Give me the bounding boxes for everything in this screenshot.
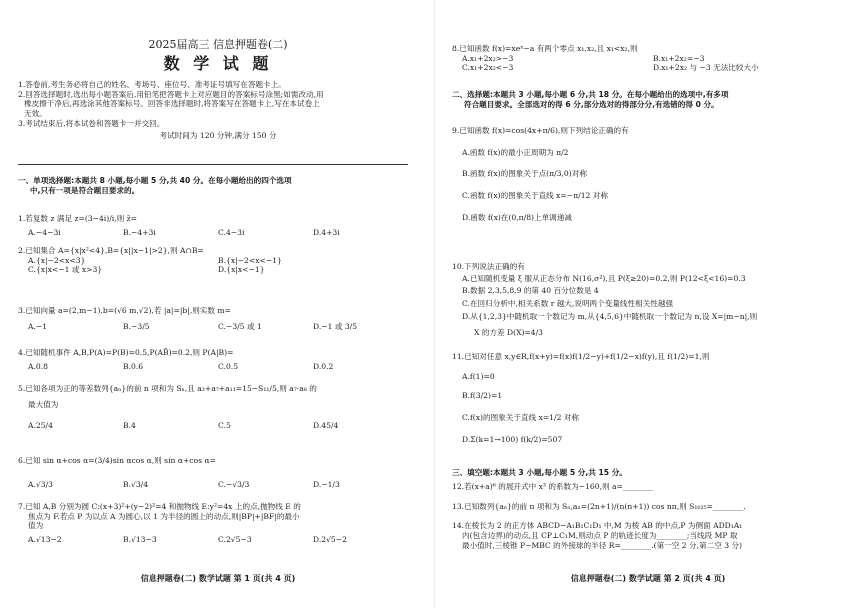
option[interactable]: D.2√5−2 <box>313 535 347 545</box>
question-text: 5.已知各项为正的等差数列{aₙ}的前 n 项和为 Sₙ,且 a₃+a₇+a₁₁=15−S₁₁/5,则 a₇·a₈ 的 <box>18 384 317 393</box>
question-text-cont: 焦点为 F.若点 P 为以点 A 为圆心,以 1 为半径的圆上的动点,则|BP|+|BF|的最小 <box>28 511 300 521</box>
option[interactable]: D.Σ(k=1→100) f(k/2)=507 <box>462 434 563 444</box>
question-2 <box>18 246 408 275</box>
option[interactable]: B.x₁+2x₂=−3 <box>653 53 705 63</box>
option[interactable]: D.x₁+2x₂ 与 −3 无法比较大小 <box>653 63 759 73</box>
question-13: 13.已知数列{aₙ}的前 n 项和为 Sₙ,aₙ=(2n+1)/(n(n+1)) cos nπ,则 S₁₀₂₅=________. <box>452 501 746 511</box>
question-text: 11.已知对任意 x,y∈R,f(x+y)=f(x)f(1/2−y)+f(1/2−x)f(y),且 f(1/2)=1,则 <box>452 352 710 361</box>
options-row <box>18 265 408 275</box>
option[interactable]: C.在回归分析中,相关系数 r 越大,说明两个变量线性相关性越强 <box>462 299 674 309</box>
question-14: 14.在棱长为 2 的正方体 ABCD−A₁B₁C₁D₁ 中,M 为棱 AB 的中点,P 为侧面 ADD₁A₁ <box>452 521 743 531</box>
question-1 <box>18 214 408 237</box>
options <box>18 480 408 490</box>
exam-title: 2025届高三 信息押题卷(二) <box>148 38 288 51</box>
question-14-cont: 最小值时,三棱锥 P−MBC 的外接球的半径 R=________.(第一空 2 分,第二空 3 分) <box>462 540 743 550</box>
question-8 <box>452 44 844 73</box>
option[interactable]: B.数据 2,3,5,8,9 的第 40 百分位数是 4 <box>462 286 599 296</box>
instruction-line: 无效。 <box>24 109 47 119</box>
option[interactable]: A.−1 <box>28 321 48 331</box>
option[interactable]: B.−4+3i <box>123 227 156 237</box>
option[interactable]: D.函数 f(x)在(0,π/8)上单调递减 <box>462 212 572 222</box>
option[interactable]: D.4+3i <box>313 227 340 237</box>
option[interactable]: B.f(3/2)=1 <box>462 391 503 401</box>
options-row <box>452 63 844 73</box>
options <box>18 421 408 431</box>
question-4 <box>18 348 408 371</box>
options <box>18 322 408 332</box>
options <box>18 535 408 545</box>
option[interactable]: A.f(1)=0 <box>462 371 495 381</box>
instruction-line: 3.考试结束后,将本试卷和答题卡一并交回。 <box>18 118 165 128</box>
fill-in-questions <box>452 482 844 551</box>
option[interactable]: C.5 <box>218 421 231 431</box>
option[interactable]: D.0.2 <box>313 361 334 371</box>
instruction-line: 1.答卷前,考生务必将自己的姓名、考场号、座位号、准考证号填写在答题卡上。 <box>18 80 286 89</box>
section-3-title: 三、填空题:本题共 3 小题,每小题 5 分,共 15 分。 <box>452 468 627 477</box>
option[interactable]: C.−3/5 或 1 <box>218 321 262 331</box>
option-cont: X 的方差 D(X)=4/3 <box>474 327 544 337</box>
instruction-line: 2.回答选择题时,选出每小题答案后,用铅笔把答题卡上对应题目的答案标号涂黑;如需改动,用 <box>18 89 324 99</box>
option[interactable]: B.函数 f(x)的图象关于点(π/3,0)对称 <box>462 169 587 179</box>
option[interactable]: A.−4−3i <box>28 227 61 237</box>
option[interactable]: A.x₁+2x₂>−3 <box>462 53 514 63</box>
option[interactable]: C.−√3/3 <box>218 479 250 489</box>
divider-line <box>18 164 408 165</box>
option[interactable]: A.已知随机变量 ξ 服从正态分布 N(16,σ²),且 P(ξ≥20)=0.2,则 P(12<ξ<16)=0.3 <box>462 273 746 283</box>
option[interactable]: B.0.6 <box>123 361 144 371</box>
option[interactable]: C.x₁+2x₂<−3 <box>462 63 514 73</box>
page-fold <box>434 0 435 608</box>
page-footer: 信息押题卷(二) 数学试题 第 2 页(共 4 页) <box>570 574 726 583</box>
instruction-line: 橡皮擦干净后,再选涂其他答案标号。回答非选择题时,将答案写在答题卡上,写在本试卷上 <box>24 99 320 109</box>
option[interactable]: A.函数 f(x)的最小正周期为 π/2 <box>462 147 569 157</box>
option[interactable]: D.−1/3 <box>313 479 340 489</box>
section-1-title-cont: 中,只有一项是符合题目要求的。 <box>30 185 140 195</box>
page-footer: 信息押题卷(二) 数学试题 第 1 页(共 4 页) <box>140 574 296 583</box>
section-2-header <box>452 90 844 109</box>
question-3 <box>18 306 408 331</box>
section-1-title: 一、单项选择题:本题共 8 小题,每小题 5 分,共 40 分。在每小题给出的四个选项 <box>18 176 292 185</box>
section-1-header <box>18 176 418 195</box>
option[interactable]: A.{x|−2<x<3} <box>28 255 86 265</box>
question-9 <box>452 126 844 223</box>
option[interactable]: C.2√5−3 <box>218 535 252 545</box>
time-score: 考试时间为 120 分钟,满分 150 分 <box>159 130 277 140</box>
option[interactable]: A.0.8 <box>28 361 48 371</box>
question-14-cont: 内(包含边界)的动点,且 CP⊥C₁M,则动点 P 的轨迹长度为________;当线段 MP 取 <box>462 531 738 541</box>
question-text: 1.若复数 z 满足 z=(3−4i)/i,则 z̄= <box>18 214 137 223</box>
option[interactable]: C.{x|x<−1 或 x>3} <box>28 265 103 275</box>
question-text-cont: 最大值为 <box>28 399 59 409</box>
option[interactable]: D.45/4 <box>313 421 339 431</box>
subject-title: 数 学 试 题 <box>163 54 273 73</box>
question-7 <box>18 502 408 545</box>
option[interactable]: C.0.5 <box>218 361 239 371</box>
question-text: 2.已知集合 A={x|x²<4},B={x||x−1|>2},则 A∩B= <box>18 246 204 255</box>
options-row <box>452 54 844 64</box>
question-5 <box>18 384 408 431</box>
options <box>18 228 408 238</box>
option[interactable]: B.4 <box>123 421 136 431</box>
option[interactable]: A.√3/3 <box>28 479 53 489</box>
option[interactable]: A.√13−2 <box>28 535 62 545</box>
option[interactable]: B.√3/4 <box>123 479 149 489</box>
instructions <box>18 80 418 140</box>
question-text: 8.已知函数 f(x)=xeˣ−a 有两个零点 x₁,x₂,且 x₁<x₂,则 <box>452 44 638 53</box>
option[interactable]: B.{x|−2<x<−1} <box>218 255 282 265</box>
section-3-header <box>452 468 844 478</box>
question-text: 9.已知函数 f(x)=cos(4x+π/6),则下列结论正确的有 <box>452 126 629 135</box>
question-text: 6.已知 sin α+cos α=(3/4)sin αcos α,则 sin α+cos α= <box>18 456 216 465</box>
question-12: 12.若(x+a)⁶ 的展开式中 x³ 的系数为−160,则 a=________ <box>452 482 654 491</box>
options <box>18 362 408 372</box>
question-text-cont: 值为 <box>28 521 44 531</box>
question-11 <box>452 352 844 445</box>
option[interactable]: D.{x|x<−1} <box>218 265 265 275</box>
option[interactable]: C.4−3i <box>218 227 245 237</box>
option[interactable]: C.函数 f(x)的图象关于直线 x=−π/12 对称 <box>462 191 608 201</box>
question-text: 10.下列说法正确的有 <box>452 262 525 271</box>
option[interactable]: B.√13−3 <box>123 535 157 545</box>
options-row <box>18 256 408 266</box>
question-text: 7.已知 A,B 分别为圆 C:(x+3)²+(y−2)²=4 和抛物线 E:y²=4x 上的点,抛物线 E 的 <box>18 502 301 511</box>
section-2-title: 二、选择题:本题共 3 小题,每小题 6 分,共 18 分。在每小题给出的选项中,有多项 <box>452 90 729 99</box>
option[interactable]: D.从{1,2,3}中随机取一个数记为 m,从{4,5,6}中随机取一个数记为 n,设 X=|m−n|,则 <box>462 311 758 321</box>
option[interactable]: C.f(x)的图象关于直线 x=1/2 对称 <box>462 413 580 423</box>
question-text: 4.已知随机事件 A,B,P(A)=P(B)=0.5,P(AB̄)=0.2,则 P(A|B)= <box>18 348 234 357</box>
question-6 <box>18 456 408 489</box>
question-10 <box>452 262 844 337</box>
option[interactable]: A.25/4 <box>28 421 53 431</box>
option[interactable]: D.−1 或 3/5 <box>313 321 358 331</box>
section-2-title-cont: 符合题目要求。全部选对的得 6 分,部分选对的得部分分,有选错的得 0 分。 <box>464 99 719 109</box>
question-text: 3.已知向量 a=(2,m−1),b=(√6 m,√2),若 |a|=|b|,则实数 m= <box>18 306 231 315</box>
option[interactable]: B.−3/5 <box>123 321 150 331</box>
